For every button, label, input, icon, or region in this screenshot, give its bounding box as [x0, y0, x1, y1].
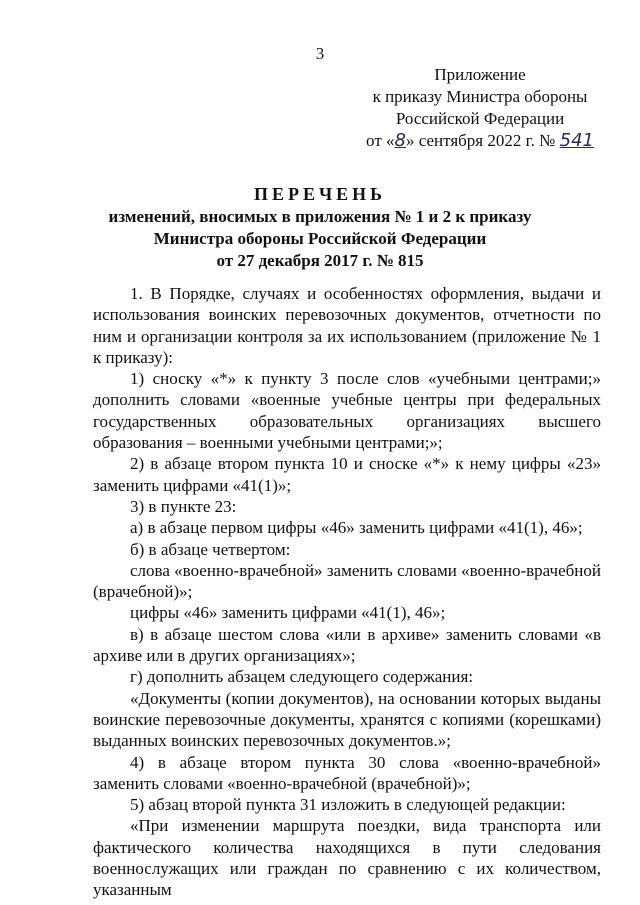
handwritten-order-number: 541 — [559, 130, 594, 151]
handwritten-day: 8 — [394, 130, 406, 151]
paragraph-6: б) в абзаце четвертом: — [130, 539, 291, 559]
paragraph-4: 3) в пункте 23: — [130, 496, 237, 516]
date-prefix: от « — [366, 131, 395, 150]
approval-line-3: Российской Федерации — [395, 109, 565, 128]
paragraph-13: 5) абзац второй пункта 31 изложить в следующей редакции: — [130, 795, 566, 815]
paragraph-8: цифры «46» заменить цифрами «41(1), 46»; — [130, 603, 446, 623]
title-line-2: Министра обороны Российской Федерации — [153, 229, 487, 248]
paragraph-9: в) в абзаце шестом слова «или в архиве» заменить словами «в архиве или в других организациях»; — [93, 624, 601, 666]
title-heading: ПЕРЕЧЕНЬ — [253, 184, 387, 204]
paragraph-14: «При изменении маршрута поездки, вида транспорта или фактического количества находящихся в пути следования военнослужащих или граждан по сравнению с их количеством, указанным — [93, 816, 601, 900]
paragraph-5: а) в абзаце первом цифры «46» заменить цифрами «41(1), 46»; — [130, 518, 583, 538]
approval-line-1: Приложение — [434, 65, 526, 84]
title-line-1: изменений, вносимых в приложения № 1 и 2 к приказу — [108, 207, 532, 226]
paragraph-1: 1. В Порядке, случаях и особенностях оформления, выдачи и использования воинских перевозочных документов, отчетности по ним и организации контроля за их использованием (приложение № 1 к приказу): — [93, 284, 601, 367]
paragraph-10: г) дополнить абзацем следующего содержания: — [130, 667, 474, 687]
document-body — [93, 283, 601, 901]
approval-block — [366, 64, 594, 152]
paragraph-12: 4) в абзаце втором пункта 30 слова «военно-врачебной» заменить словами «военно-врачебной (врачебной)»; — [93, 752, 601, 793]
document-title — [0, 182, 640, 272]
paragraph-11: «Документы (копии документов), на основании которых выданы воинские перевозочные документы, хранятся с копиями (корешками) выданных воинских перевозочных документов.»; — [93, 688, 601, 751]
approval-date-line — [366, 130, 594, 152]
paragraph-2: 1) сноску «*» к пункту 3 после слов «учебными центрами;» дополнить словами «военные учебные центры при федеральных государственных образовательных организациях высшего образования – военными учебными центрами;»; — [93, 369, 601, 453]
paragraph-7: слова «военно-врачебной» заменить словами «военно-врачебной (врачебной)»; — [93, 560, 601, 602]
date-middle: » сентября 2022 г. № — [405, 131, 560, 150]
title-line-3: от 27 декабря 2017 г. № 815 — [216, 251, 424, 270]
paragraph-3: 2) в абзаце втором пункта 10 и сноске «*» к нему цифры «23» заменить цифрами «41(1)»; — [93, 454, 601, 495]
approval-line-2: к приказу Министра обороны — [372, 87, 588, 106]
page-number: 3 — [315, 44, 325, 63]
